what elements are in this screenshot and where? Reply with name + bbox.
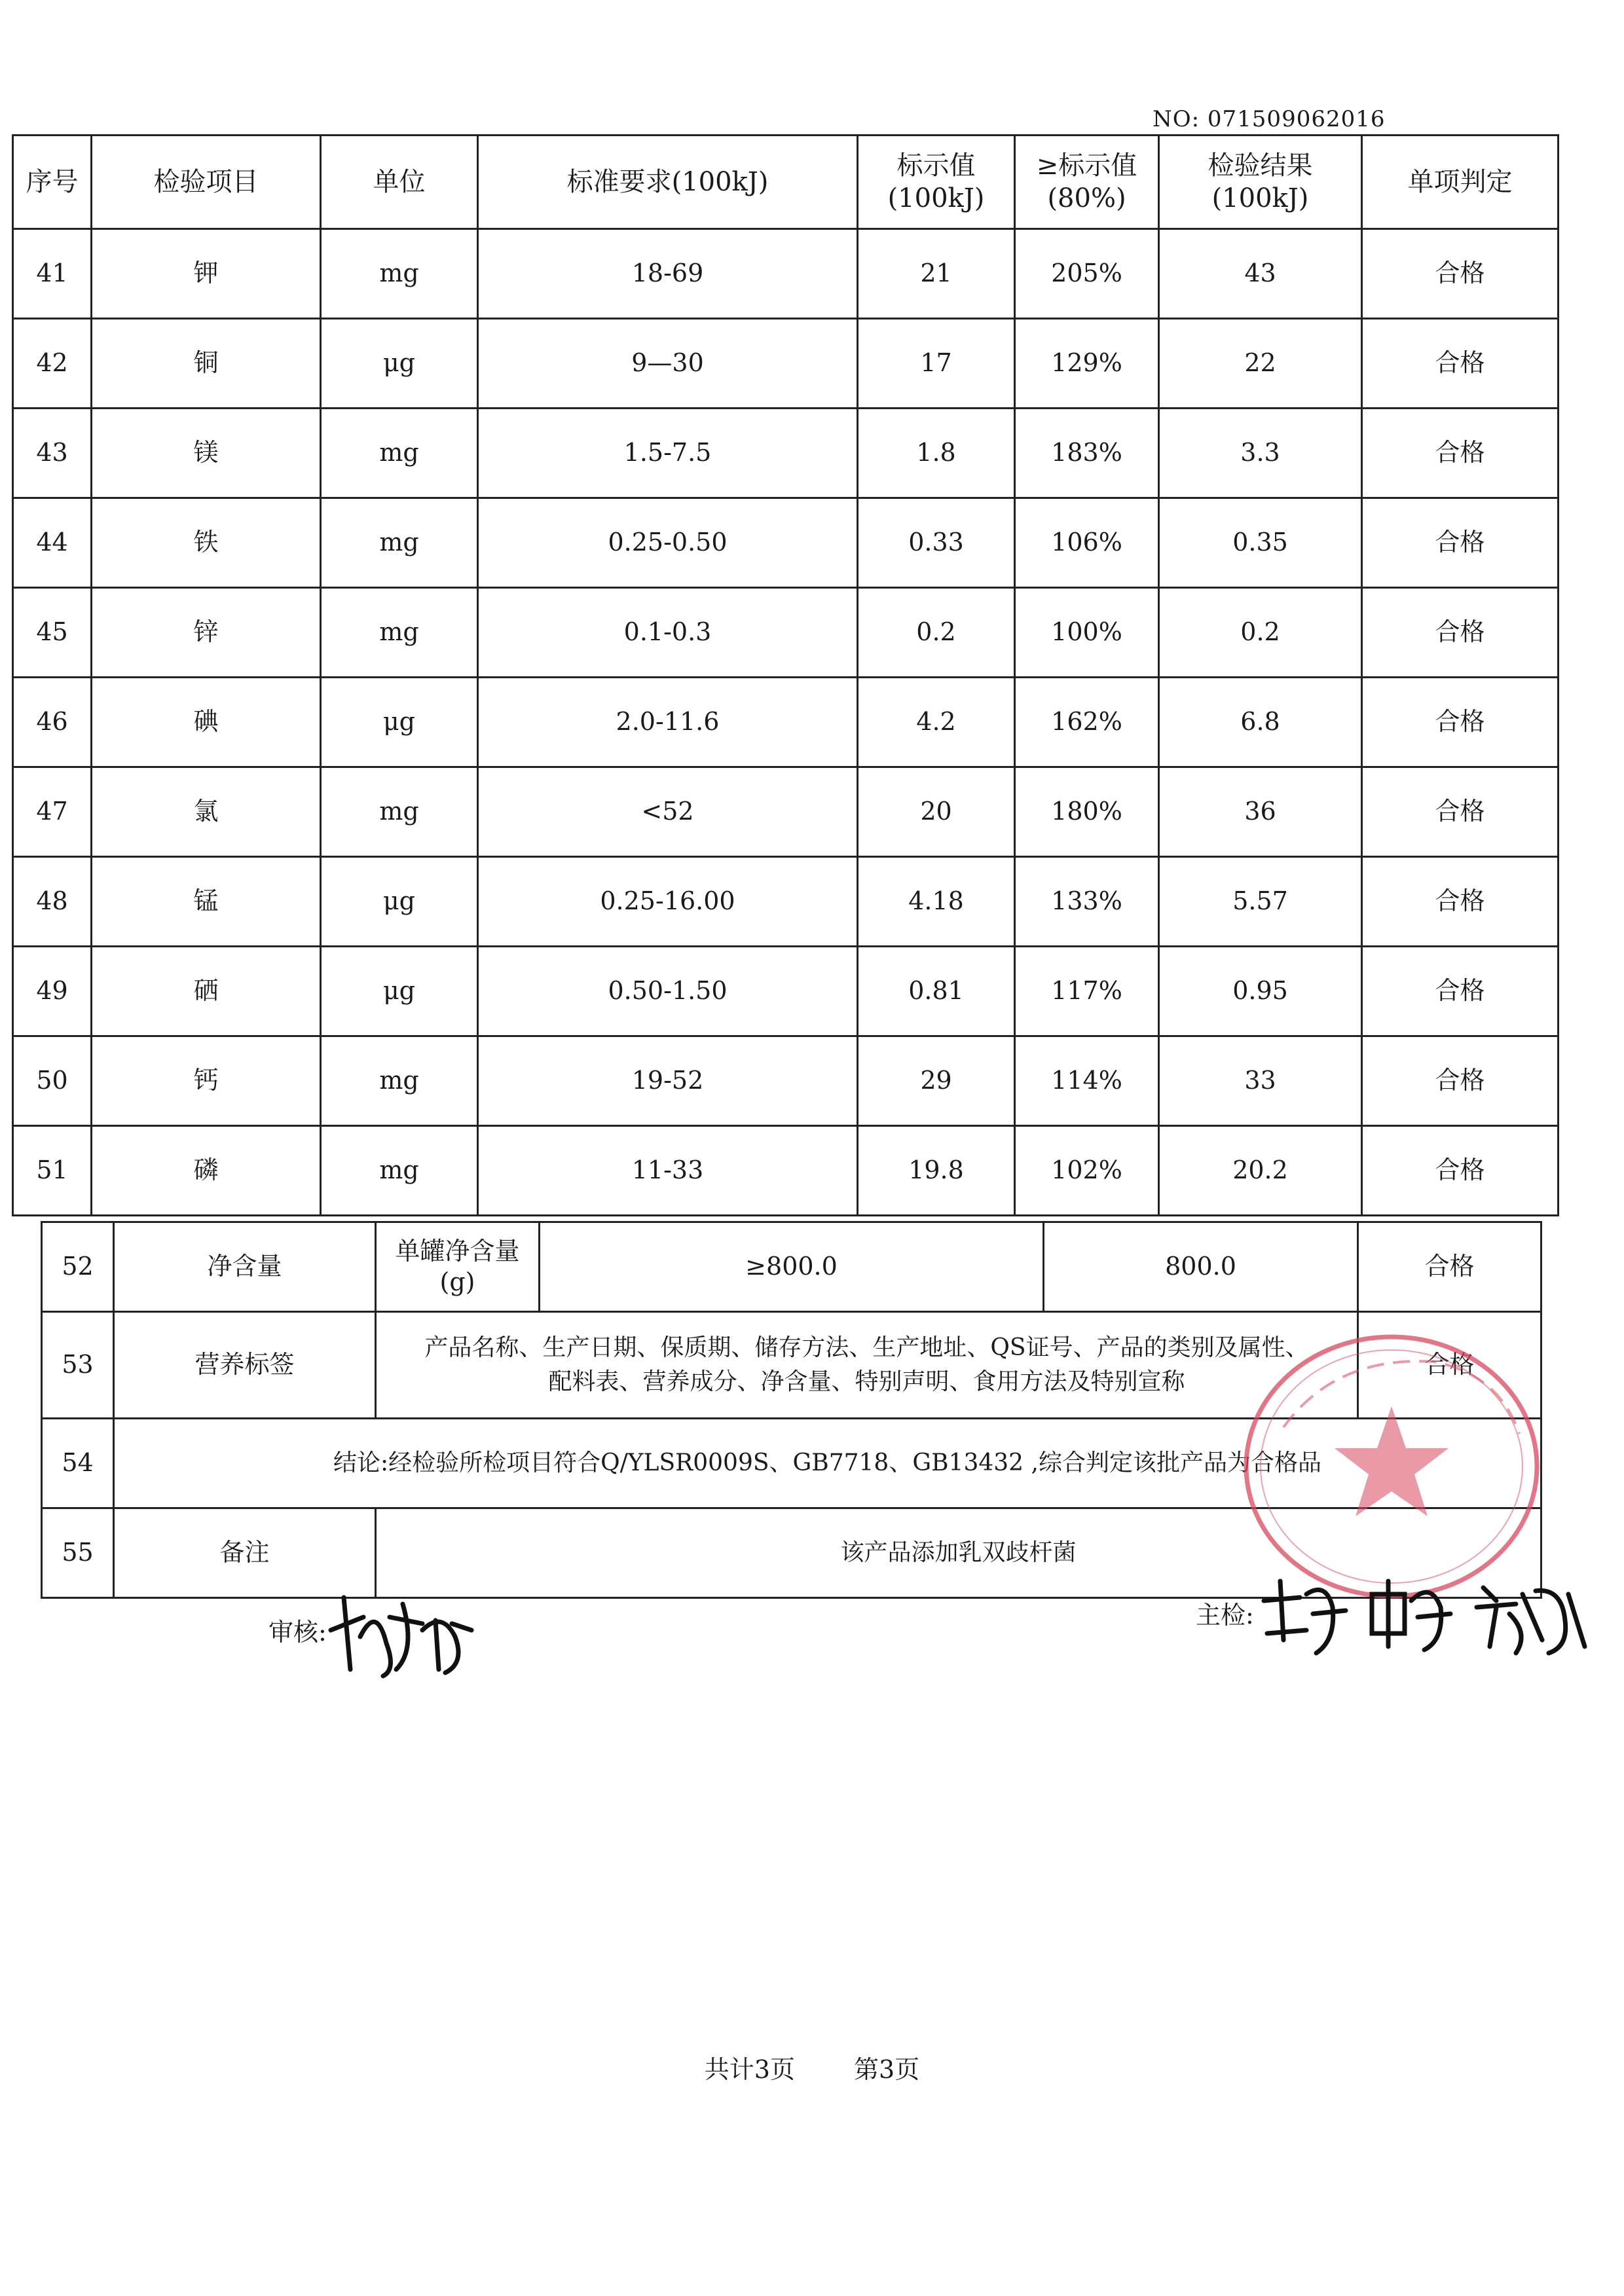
cell-label-value: 0.81	[858, 947, 1015, 1036]
cell-pct: 129%	[1015, 319, 1159, 409]
cell-label-value: 29	[858, 1036, 1015, 1126]
cell-unit: μg	[321, 857, 478, 947]
cell-result: 800.0	[1044, 1222, 1358, 1312]
cell-unit: μg	[321, 947, 478, 1036]
cell-result: 0.2	[1159, 588, 1362, 678]
cell-standard: 0.50-1.50	[478, 947, 858, 1036]
cell-seq: 51	[13, 1126, 92, 1216]
cell-standard: 19-52	[478, 1036, 858, 1126]
table-row	[13, 588, 1559, 678]
cell-judgement: 合格	[1362, 498, 1559, 588]
cell-standard: 0.25-16.00	[478, 857, 858, 947]
cell-content-line2: 配料表、营养成分、净含量、特别声明、食用方法及特别宣称	[548, 1368, 1185, 1395]
cell-item: 锰	[92, 857, 321, 947]
cell-judgement: 合格	[1358, 1312, 1541, 1419]
header-label-pct	[1015, 136, 1159, 229]
cell-judgement: 合格	[1362, 319, 1559, 409]
reviewer-signature	[324, 1591, 475, 1683]
cell-result: 22	[1159, 319, 1362, 409]
header-label-value-line1: 标示值	[896, 151, 976, 181]
cell-judgement: 合格	[1358, 1222, 1541, 1312]
header-label-value-line2: (100kJ)	[887, 183, 985, 213]
inspection-seal	[1238, 1329, 1545, 1604]
cell-seq: 54	[42, 1419, 114, 1508]
table-row	[13, 947, 1559, 1036]
cell-judgement: 合格	[1362, 409, 1559, 498]
cell-judgement: 合格	[1362, 229, 1559, 319]
cell-seq: 46	[13, 678, 92, 767]
cell-seq: 48	[13, 857, 92, 947]
cell-unit-line1: 单罐净含量	[395, 1236, 520, 1266]
cell-label-value: 19.8	[858, 1126, 1015, 1216]
cell-judgement: 合格	[1362, 678, 1559, 767]
cell-label-value: 17	[858, 319, 1015, 409]
cell-unit: μg	[321, 319, 478, 409]
cell-content	[376, 1312, 1358, 1419]
cell-label-value: 20	[858, 767, 1015, 857]
conclusion-text: 结论:经检验所检项目符合Q/YLSR0009S、GB7718、GB13432 ,综合判定该批产品为合格品	[114, 1419, 1541, 1508]
cell-standard: 9—30	[478, 319, 858, 409]
cell-unit: mg	[321, 588, 478, 678]
cell-standard: 1.5-7.5	[478, 409, 858, 498]
cell-result: 33	[1159, 1036, 1362, 1126]
cell-unit: mg	[321, 498, 478, 588]
cell-seq: 55	[42, 1508, 114, 1598]
cell-item: 磷	[92, 1126, 321, 1216]
footer-current-page: 第3页	[854, 2055, 920, 2084]
cell-item: 备注	[114, 1508, 376, 1598]
cell-unit-line2: (g)	[439, 1267, 475, 1296]
cell-item: 锌	[92, 588, 321, 678]
table-row	[42, 1222, 1541, 1312]
cell-unit: mg	[321, 409, 478, 498]
header-result-line1: 检验结果	[1208, 151, 1313, 181]
cell-unit	[376, 1222, 540, 1312]
inspector-signatures	[1254, 1568, 1595, 1666]
cell-seq: 50	[13, 1036, 92, 1126]
cell-standard: <52	[478, 767, 858, 857]
report-number	[1153, 106, 1386, 132]
cell-item: 氯	[92, 767, 321, 857]
cell-pct: 183%	[1015, 409, 1159, 498]
header-item: 检验项目	[92, 136, 321, 229]
cell-standard: 0.1-0.3	[478, 588, 858, 678]
report-number-value: 071509062016	[1207, 106, 1386, 132]
cell-result: 5.57	[1159, 857, 1362, 947]
cell-item: 营养标签	[114, 1312, 376, 1419]
cell-content-line1: 产品名称、生产日期、保质期、储存方法、生产地址、QS证号、产品的类别及属性、	[424, 1334, 1309, 1361]
table-row	[13, 767, 1559, 857]
cell-label-value: 0.2	[858, 588, 1015, 678]
header-label-pct-line2: (80%)	[1047, 183, 1126, 213]
header-label-value	[858, 136, 1015, 229]
cell-judgement: 合格	[1362, 588, 1559, 678]
cell-result: 3.3	[1159, 409, 1362, 498]
cell-result: 0.35	[1159, 498, 1362, 588]
report-number-label: NO:	[1153, 106, 1200, 132]
cell-pct: 100%	[1015, 588, 1159, 678]
cell-label-value: 0.33	[858, 498, 1015, 588]
cell-judgement: 合格	[1362, 857, 1559, 947]
cell-item: 铜	[92, 319, 321, 409]
cell-unit: mg	[321, 1036, 478, 1126]
table-row	[13, 409, 1559, 498]
cell-seq: 44	[13, 498, 92, 588]
cell-seq: 42	[13, 319, 92, 409]
cell-label-value: 1.8	[858, 409, 1015, 498]
cell-pct: 180%	[1015, 767, 1159, 857]
cell-result: 0.95	[1159, 947, 1362, 1036]
test-results-table	[12, 134, 1557, 1216]
cell-item: 碘	[92, 678, 321, 767]
cell-seq: 45	[13, 588, 92, 678]
cell-judgement: 合格	[1362, 947, 1559, 1036]
cell-seq: 49	[13, 947, 92, 1036]
header-seq: 序号	[13, 136, 92, 229]
cell-unit: μg	[321, 678, 478, 767]
table-row	[13, 498, 1559, 588]
cell-item: 硒	[92, 947, 321, 1036]
cell-result: 36	[1159, 767, 1362, 857]
cell-result: 20.2	[1159, 1126, 1362, 1216]
page-footer	[0, 2049, 1624, 2085]
cell-pct: 205%	[1015, 229, 1159, 319]
table-header-row	[13, 136, 1559, 229]
cell-label-value: 4.18	[858, 857, 1015, 947]
header-label-pct-line1: ≥标示值	[1036, 151, 1137, 181]
cell-standard: ≥800.0	[540, 1222, 1044, 1312]
table-row	[13, 1126, 1559, 1216]
cell-seq: 53	[42, 1312, 114, 1419]
header-result	[1159, 136, 1362, 229]
cell-item: 净含量	[114, 1222, 376, 1312]
remark-text: 该产品添加乳双歧杆菌	[376, 1508, 1541, 1598]
cell-item: 钙	[92, 1036, 321, 1126]
footer-total-pages: 共计3页	[704, 2055, 795, 2084]
cell-standard: 0.25-0.50	[478, 498, 858, 588]
inspector-label: 主检:	[1196, 1601, 1254, 1630]
cell-label-value: 21	[858, 229, 1015, 319]
table-row	[13, 229, 1559, 319]
cell-pct: 117%	[1015, 947, 1159, 1036]
cell-result: 43	[1159, 229, 1362, 319]
cell-seq: 43	[13, 409, 92, 498]
cell-pct: 162%	[1015, 678, 1159, 767]
cell-unit: mg	[321, 767, 478, 857]
cell-item: 镁	[92, 409, 321, 498]
cell-judgement: 合格	[1362, 1036, 1559, 1126]
cell-item: 铁	[92, 498, 321, 588]
table-row	[13, 678, 1559, 767]
cell-seq: 52	[42, 1222, 114, 1312]
cell-standard: 11-33	[478, 1126, 858, 1216]
header-standard: 标准要求(100kJ)	[478, 136, 858, 229]
cell-unit: mg	[321, 1126, 478, 1216]
table-row	[13, 1036, 1559, 1126]
cell-seq: 41	[13, 229, 92, 319]
reviewer-label: 审核:	[268, 1618, 327, 1647]
header-judgement: 单项判定	[1362, 136, 1559, 229]
cell-item: 钾	[92, 229, 321, 319]
cell-seq: 47	[13, 767, 92, 857]
cell-pct: 102%	[1015, 1126, 1159, 1216]
cell-standard: 2.0-11.6	[478, 678, 858, 767]
cell-label-value: 4.2	[858, 678, 1015, 767]
header-result-line2: (100kJ)	[1211, 183, 1309, 213]
cell-standard: 18-69	[478, 229, 858, 319]
cell-pct: 106%	[1015, 498, 1159, 588]
cell-judgement: 合格	[1362, 767, 1559, 857]
cell-judgement: 合格	[1362, 1126, 1559, 1216]
cell-unit: mg	[321, 229, 478, 319]
cell-result: 6.8	[1159, 678, 1362, 767]
cell-pct: 133%	[1015, 857, 1159, 947]
header-unit: 单位	[321, 136, 478, 229]
table-row	[13, 857, 1559, 947]
table-row	[13, 319, 1559, 409]
cell-pct: 114%	[1015, 1036, 1159, 1126]
